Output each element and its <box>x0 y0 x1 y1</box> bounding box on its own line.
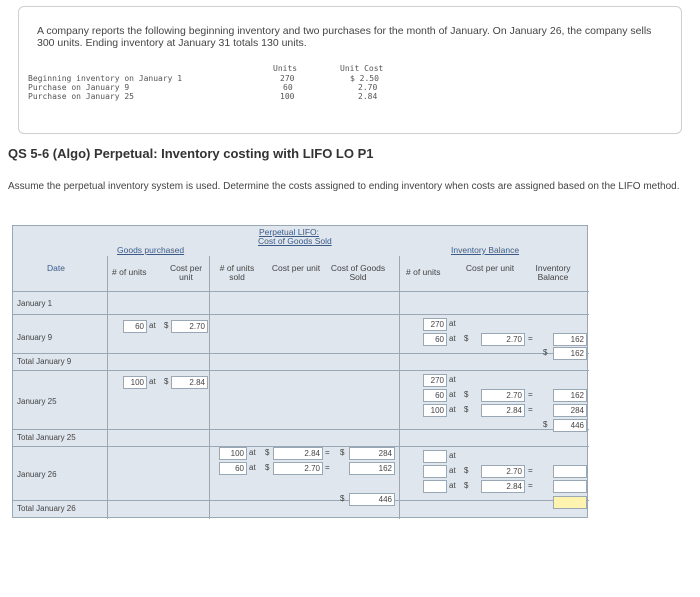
ib-jan26-units-3[interactable] <box>423 480 447 493</box>
cogs-header: Cost of Goods Sold <box>330 263 386 282</box>
inventory-balance-col-header: Inventory Balance <box>535 263 571 282</box>
dollar-sign: $ <box>164 321 169 330</box>
ib-jan26-cost-3[interactable]: 2.84 <box>481 480 525 493</box>
ib-jan25-cost-2[interactable]: 2.70 <box>481 389 525 402</box>
dollar-sign: $ <box>340 448 345 457</box>
at-label: at <box>449 334 456 343</box>
prompt-text: A company reports the following beginning inventory and two purchases for the month of January. On January 26, the company sells 300 units. Ending inventory at January 31 totals 130 units. <box>37 25 652 49</box>
units-balance-header: # of units <box>406 267 441 277</box>
dollar-sign: $ <box>265 448 270 457</box>
equals-sign: = <box>528 405 533 414</box>
ib-jan26-balance-3[interactable] <box>553 480 587 493</box>
at-label: at <box>149 377 156 386</box>
row-total-jan9: Total January 9 <box>17 357 72 366</box>
row-jan26: January 26 <box>17 470 57 479</box>
row-units: 270 <box>280 74 295 83</box>
dollar-sign: $ <box>464 481 469 490</box>
ib-jan9-balance-2[interactable]: 162 <box>553 333 587 346</box>
cogs-jan26-value-1[interactable]: 284 <box>349 447 395 460</box>
goods-purchased-header: Goods purchased <box>117 245 185 255</box>
ib-jan9-units-1[interactable]: 270 <box>423 318 447 331</box>
at-label: at <box>449 405 456 414</box>
row-total-jan25: Total January 25 <box>17 433 76 442</box>
row-jan9: January 9 <box>17 333 53 342</box>
lifo-grid <box>12 225 588 518</box>
ib-jan25-balance-2[interactable]: 162 <box>553 389 587 402</box>
at-label: at <box>249 463 256 472</box>
ib-jan26-total[interactable] <box>553 496 587 509</box>
ib-jan25-units-2[interactable]: 60 <box>423 389 447 402</box>
dollar-sign: $ <box>164 377 169 386</box>
units-header: Units <box>273 64 298 73</box>
at-label: at <box>449 375 456 384</box>
at-label: at <box>449 390 456 399</box>
ib-jan26-balance-2[interactable] <box>553 465 587 478</box>
ib-jan25-units-3[interactable]: 100 <box>423 404 447 417</box>
row-label: Purchase on January 25 <box>28 92 134 101</box>
at-label: at <box>449 466 456 475</box>
ib-jan9-units-2[interactable]: 60 <box>423 333 447 346</box>
cogs-jan26-total[interactable]: 446 <box>349 493 395 506</box>
equals-sign: = <box>528 334 533 343</box>
at-label: at <box>149 321 156 330</box>
cogs-jan26-units-1[interactable]: 100 <box>219 447 247 460</box>
row-jan1: January 1 <box>17 299 53 308</box>
equals-sign: = <box>528 466 533 475</box>
row-jan25: January 25 <box>17 397 57 406</box>
cost-per-unit-ib-header: Cost per unit <box>465 263 515 273</box>
ib-jan9-total[interactable]: 162 <box>553 347 587 360</box>
gp-jan25-units[interactable]: 100 <box>123 376 147 389</box>
ib-jan9-cost-2[interactable]: 2.70 <box>481 333 525 346</box>
cogs-jan26-cost-1[interactable]: 2.84 <box>273 447 323 460</box>
row-label: Beginning inventory on January 1 <box>28 74 183 83</box>
row-units: 100 <box>280 92 295 101</box>
row-cost: 2.70 <box>358 83 378 92</box>
ib-jan25-units-1[interactable]: 270 <box>423 374 447 387</box>
gp-jan9-units[interactable]: 60 <box>123 320 147 333</box>
dollar-sign: $ <box>464 405 469 414</box>
at-label: at <box>449 451 456 460</box>
at-label: at <box>249 448 256 457</box>
ib-jan25-total[interactable]: 446 <box>553 419 587 432</box>
cogs-jan26-units-2[interactable]: 60 <box>219 462 247 475</box>
at-label: at <box>449 481 456 490</box>
cogs-jan26-value-2[interactable]: 162 <box>349 462 395 475</box>
perpetual-lifo-header: Perpetual LIFO: <box>259 227 320 237</box>
dollar-sign: $ <box>464 466 469 475</box>
cost-per-unit-gp-header: Cost per unit <box>169 263 203 282</box>
cogs-group-header: Cost of Goods Sold <box>258 236 332 246</box>
ib-jan26-cost-2[interactable]: 2.70 <box>481 465 525 478</box>
row-cost: 2.84 <box>358 92 378 101</box>
cost-per-unit-cogs-header: Cost per unit <box>271 263 321 273</box>
inventory-balance-header: Inventory Balance <box>451 245 520 255</box>
unit-cost-header: Unit Cost <box>340 64 384 73</box>
date-header: Date <box>47 263 65 273</box>
dollar-sign: $ <box>464 334 469 343</box>
cogs-jan26-cost-2[interactable]: 2.70 <box>273 462 323 475</box>
gp-jan25-cost[interactable]: 2.84 <box>171 376 208 389</box>
ib-jan25-cost-3[interactable]: 2.84 <box>481 404 525 417</box>
row-label: Purchase on January 9 <box>28 83 130 92</box>
equals-sign: = <box>528 481 533 490</box>
row-total-jan26: Total January 26 <box>17 504 76 513</box>
dollar-sign: $ <box>340 494 345 503</box>
units-sold-header: # of units sold <box>219 263 255 282</box>
at-label: at <box>449 319 456 328</box>
question-title: QS 5-6 (Algo) Perpetual: Inventory costing with LIFO LO P1 <box>8 146 374 161</box>
gp-jan9-cost[interactable]: 2.70 <box>171 320 208 333</box>
dollar-sign: $ <box>543 348 548 357</box>
ib-jan26-units-1[interactable] <box>423 450 447 463</box>
dollar-sign: $ <box>265 463 270 472</box>
ib-jan26-units-2[interactable] <box>423 465 447 478</box>
equals-sign: = <box>325 463 330 472</box>
units-purchased-header: # of units <box>112 267 147 277</box>
ib-jan25-balance-3[interactable]: 284 <box>553 404 587 417</box>
dollar-sign: $ <box>464 390 469 399</box>
equals-sign: = <box>528 390 533 399</box>
row-units: 60 <box>283 83 293 92</box>
row-cost: $ 2.50 <box>350 74 379 83</box>
equals-sign: = <box>325 448 330 457</box>
question-instructions: Assume the perpetual inventory system is used. Determine the costs assigned to ending inventory when costs are assigned based on the LIFO method. <box>8 181 680 192</box>
dollar-sign: $ <box>543 420 548 429</box>
